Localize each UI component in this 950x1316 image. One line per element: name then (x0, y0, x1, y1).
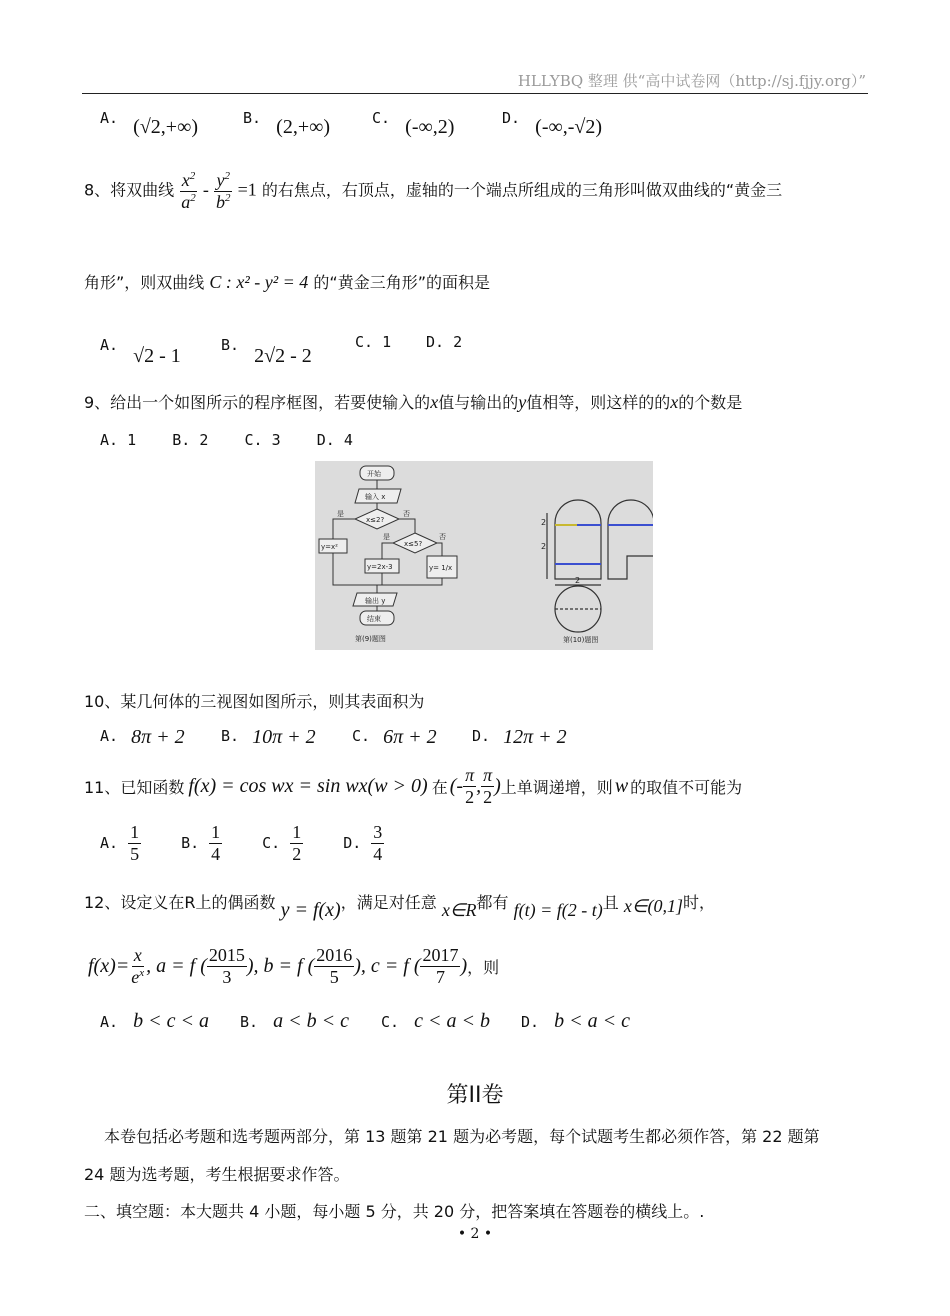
q12-eq: f(t) = f(2 - t) (513, 900, 603, 920)
fill-in-heading: 二、填空题：本大题共 4 小题，每小题 5 分，共 20 分，把答案填在答题卷的横线上。. (84, 1202, 705, 1221)
flow-assign2-text: y=2x-3 (367, 563, 393, 571)
q11-option-c-label: C. (262, 834, 281, 853)
q11-interval-right: $\frac{\pi}{2}$ (483, 765, 493, 807)
q10-option-d: 12π + 2 (503, 726, 567, 748)
q9-t2: 值与输出的 (438, 393, 519, 412)
dim-2a: 2 (541, 518, 547, 527)
header-source-text: HLLYBQ 整理 供“高中试卷网（http://sj.fjjy.org）” (517, 72, 866, 90)
q10-text: 10、某几何体的三视图如图所示，则其表面积为 (84, 692, 425, 711)
flow-yes1: 是 (337, 510, 344, 518)
q9-t4: 的个数是 (678, 393, 743, 412)
q12-interval: x∈(0,1] (623, 896, 684, 916)
q11-end: 的取值不可能为 (630, 777, 743, 797)
q9-t3: 值相等，则这样的的 (526, 393, 671, 412)
q8-curve: C : x² - y² = 4 (209, 272, 309, 292)
page-number: • 2 • (457, 1226, 493, 1242)
q12-line2-end: ，则 (467, 957, 500, 977)
q8-line2 (84, 270, 490, 293)
q9-y: y (518, 392, 527, 412)
q12-option-a-wrap (100, 1010, 209, 1033)
q10-option-b: 10π + 2 (252, 726, 316, 748)
q12-option-c: c < a < b (414, 1010, 491, 1032)
header-rule (82, 93, 868, 94)
flow-cond1-text: x≤2? (366, 516, 385, 524)
q12-line1 (84, 890, 716, 921)
q12-t2: ，满足对任意 (340, 893, 437, 912)
q10-option-d-label: D. (472, 727, 491, 745)
q10-option-c-wrap (352, 724, 437, 747)
q10-option-a-label: A. (100, 727, 119, 745)
q10-option-a: 8π + 2 (131, 726, 185, 748)
q7-option-a-label: A. (100, 109, 119, 127)
q11-text: 11、已知函数 f(x) = cos wx = sin wx(w > 0) 在 (- $\frac{\pi}{2}$ , $\frac{\pi}{2}$ ) 上单调递增，则 w 的取值不可能为 (84, 765, 743, 807)
q12-option-b: a < b < c (273, 1010, 350, 1032)
q11-b-num: 1 (211, 822, 221, 842)
q7-option-d-wrap (502, 106, 603, 138)
q12-t3: 都有 (476, 893, 509, 912)
section-intro-line2: 24 题为选考题，考生根据要求作答。 (84, 1165, 350, 1184)
q11-b-den: 4 (211, 843, 221, 864)
q8-options (100, 333, 181, 367)
q8-frac-y: $\frac{y^2}{b^2}$ (215, 170, 231, 212)
flow-input-text: 输入 x (365, 493, 386, 501)
q11-c-den: 2 (292, 843, 302, 864)
q10-option-c-label: C. (352, 727, 371, 745)
q11-option-b (209, 822, 222, 864)
q12-option-b-label: B. (240, 1013, 259, 1031)
section-title: 第II卷 (446, 1083, 504, 1108)
q8-option-a: √2 - 1 (133, 345, 181, 367)
q7-option-c-wrap (372, 106, 455, 138)
q8-option-a-label: A. (100, 336, 119, 354)
side-view (608, 500, 653, 579)
dim-2c: 2 (575, 576, 581, 585)
q12-option-b-wrap (240, 1010, 349, 1033)
q8-option-b: 2√2 - 2 (254, 345, 312, 367)
q8-option-c: C. 1 (355, 333, 392, 351)
q11-d-den: 4 (373, 843, 383, 864)
q11-c-num: 1 (292, 822, 302, 842)
q11-option-a-label: A. (100, 834, 119, 853)
q8-prefix: 8、将双曲线 (84, 180, 175, 200)
q7-option-d-label: D. (502, 109, 521, 127)
q8-line1: 8、将双曲线 $\frac{x^2}{a^2}$ - $\frac{y^2}{b^2}$ =1 的右焦点，右顶点，虚轴的一个端点所组成的三角形叫做双曲线的“黄金三 (84, 170, 783, 212)
q12-option-c-label: C. (381, 1013, 400, 1031)
q11-interval-left: $\frac{\pi}{2}$ (465, 765, 475, 807)
q7-option-c-label: C. (372, 109, 391, 127)
q7-option-b-label: B. (243, 109, 262, 127)
q11-option-c (290, 822, 303, 864)
q7-options (100, 106, 198, 138)
q12-option-c-wrap (381, 1010, 490, 1033)
figure-svg (315, 461, 653, 650)
q11-a-den: 5 (130, 843, 140, 864)
section-intro-line1: 本卷包括必考题和选考题两部分，第 13 题第 21 题为必考题，每个试题考生都必须作答，第 22 题第 (104, 1127, 820, 1146)
q11-option-a (128, 822, 141, 864)
q12-line2: f(x)= $\frac{x}{e^x}$ , a = f ( $\frac{2015}{3}$ ), b = f ( $\frac{2016}{5}$ ), c = f ( $\frac{2017}{7}$ ) ，则 (88, 945, 500, 987)
q11-options (100, 822, 384, 864)
q7-option-b-wrap (243, 106, 331, 138)
q12-option-a-label: A. (100, 1013, 119, 1031)
q12-frac-a: $\frac{2015}{3}$ (208, 945, 245, 987)
front-view (555, 500, 601, 579)
flow-assign3-text: y= 1/x (429, 564, 453, 572)
q12-func: y = f(x) (280, 899, 341, 921)
q11-d-num: 3 (373, 822, 383, 842)
q12-prefix: 12、设定义在R上的偶函数 (84, 893, 276, 912)
q11-option-b-label: B. (181, 834, 200, 853)
flow-start-text: 开始 (367, 470, 381, 478)
q8-line2-suffix: 的“黄金三角形”的面积是 (313, 273, 490, 292)
q8-option-d: D. 2 (426, 333, 463, 351)
q10-option-b-wrap (221, 724, 316, 747)
q11-mid: 在 (431, 777, 448, 797)
figure-flowchart-and-views (315, 461, 653, 650)
q12-t5: 时， (683, 893, 716, 912)
q7-option-c: (-∞,2) (405, 116, 455, 138)
flow-assign1-text: y=x² (321, 543, 338, 551)
q11-w: w (614, 774, 629, 797)
flow-end-text: 结束 (367, 615, 381, 623)
q8-option-b-wrap (221, 333, 312, 367)
q11-a-num: 1 (130, 822, 140, 842)
q9-x1: x (430, 392, 439, 412)
q12-option-a: b < c < a (133, 1010, 210, 1032)
q11-func: f(x) = cos wx = sin wx(w > 0) (188, 774, 428, 797)
flow-caption: 第(9)题图 (355, 635, 386, 643)
q12-frac-c: $\frac{2017}{7}$ (422, 945, 459, 987)
q10-option-c: 6π + 2 (383, 726, 437, 748)
q9-text (84, 390, 742, 413)
q7-option-d: (-∞,-√2) (535, 116, 603, 138)
q9-x2: x (670, 392, 679, 412)
dim-2b: 2 (541, 542, 547, 551)
q9-options: A. 1 B. 2 C. 3 D. 4 (100, 431, 353, 449)
q11-option-d-label: D. (343, 834, 362, 853)
views-caption: 第(10)题图 (563, 636, 599, 644)
flow-output-text: 输出 y (365, 597, 386, 605)
q11-suffix: 上单调递增，则 (500, 777, 613, 797)
q11-prefix: 11、已知函数 (84, 777, 185, 797)
q7-option-a: (√2,+∞) (133, 116, 198, 138)
q12-cond: x∈R (441, 900, 477, 920)
q12-frac-b: $\frac{2016}{5}$ (316, 945, 353, 987)
q8-line2-prefix: 角形”，则双曲线 (84, 273, 205, 292)
q11-option-d (371, 822, 384, 864)
flow-no1: 否 (403, 510, 410, 518)
q7-option-b: (2,+∞) (276, 116, 331, 138)
q10-option-b-label: B. (221, 727, 240, 745)
q8-frac-x: $\frac{x^2}{a^2}$ (181, 170, 196, 212)
q12-option-d: b < a < c (554, 1010, 631, 1032)
q12-option-d-wrap (521, 1010, 630, 1033)
q10-option-d-wrap (472, 724, 567, 747)
q12-option-d-label: D. (521, 1013, 540, 1031)
flow-no2: 否 (439, 533, 446, 541)
q12-t4: 且 (602, 893, 619, 912)
flow-yes2: 是 (383, 533, 390, 541)
q8-suffix: 的右焦点，右顶点，虚轴的一个端点所组成的三角形叫做双曲线的“黄金三 (261, 180, 783, 200)
q8-option-b-label: B. (221, 336, 240, 354)
q12-frac-fx: $\frac{x}{e^x}$ (131, 945, 145, 987)
q9-t1: 9、给出一个如图所示的程序框图，若要使输入的 (84, 393, 431, 412)
q10-option-a-wrap (100, 724, 185, 747)
flow-cond2-text: x≤5? (404, 540, 423, 548)
